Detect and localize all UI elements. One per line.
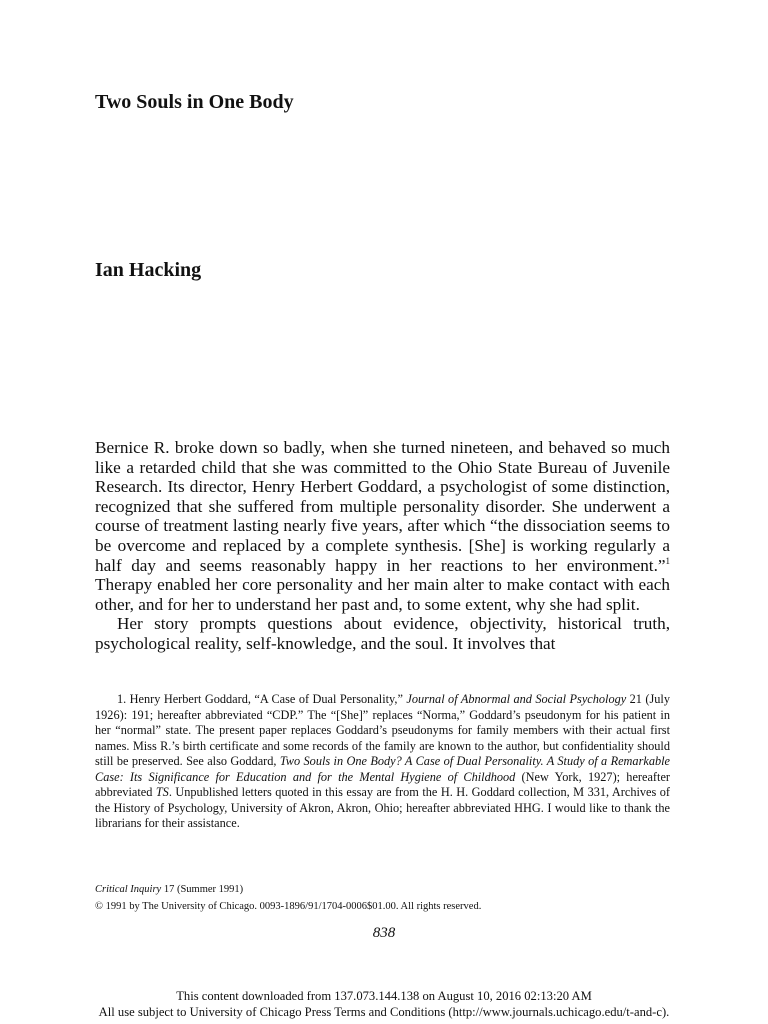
journal-issue: 17 (Summer 1991) bbox=[161, 884, 244, 895]
page-number: 838 bbox=[372, 925, 396, 941]
download-notice-line-1: This content downloaded from 137.073.144.138 on August 10, 2016 02:13:20 AM bbox=[176, 989, 592, 1003]
body-paragraph-1 bbox=[95, 438, 670, 614]
download-notice bbox=[0, 988, 768, 1020]
terms-notice-line: All use subject to University of Chicago Press Terms and Conditions (http://www.journals.uchicago.edu/t-and-c). bbox=[98, 1005, 670, 1019]
body-paragraph-1-continuation: Therapy enabled her core personality and her main alter to make contact with each other, and for her to understand her past and, to some extent, why she had split. bbox=[95, 575, 670, 614]
footnote-book-title: Two Souls in One Body? A Case of Dual Personality. A Study of a Remarkable Case: Its Significance for Education and for the Mental Hygiene of Childhood bbox=[95, 754, 670, 784]
footnote-1 bbox=[95, 692, 670, 832]
body-paragraph-1-text: Bernice R. broke down so badly, when she turned nineteen, and behaved so much like a retarded child that she was committed to the Ohio State Bureau of Juvenile Research. Its director, Henry Herbert Goddard, a psychologist of some distinction, recognized that she suffered from multiple personality disorder. She underwent a course of treatment lasting nearly five years, after which “the dissociation seems to be overcome and replaced by a complete synthesis. [She] is working regularly a half day and seems reasonably happy in her reactions to her environment.” bbox=[95, 438, 670, 575]
footnote-book-details: (New York, 1927); hereafter abbreviated bbox=[95, 769, 670, 799]
footnote-reference-1: 1 bbox=[665, 555, 670, 566]
article-title: Two Souls in One Body bbox=[95, 91, 294, 113]
journal-name: Critical Inquiry bbox=[95, 884, 162, 895]
footnote-book-abbrev: TS bbox=[155, 785, 169, 799]
article-body bbox=[95, 438, 670, 654]
journal-citation bbox=[95, 884, 243, 895]
copyright-notice: © 1991 by The University of Chicago. 0093-1896/91/1704-0006$01.00. All rights reserved. bbox=[95, 901, 482, 912]
footnote-author: 1. Henry Herbert Goddard, “A Case of Dual Personality,” bbox=[117, 692, 407, 706]
footnote-closing: . Unpublished letters quoted in this essay are from the H. H. Goddard collection, M 331, Archives of the History of Psychology, University of Akron, Akron, Ohio; hereafter abbreviated HHG. I would like to thank the librarians for their assistance. bbox=[95, 785, 670, 830]
footnote-citation: 21 (July 1926): 191; hereafter abbreviated “CDP.” The “[She]” replaces “Norma,” Goddard’s pseudonym for his patient in her “normal” state. The present paper replaces Goddard’s pseudonyms for family members with their actual first names. Miss R.’s birth certificate and some records of the family are known to the author, but confidentiality should still be preserved. See also Goddard, bbox=[95, 692, 670, 768]
author-name: Ian Hacking bbox=[95, 259, 202, 281]
body-paragraph-2: Her story prompts questions about evidence, objectivity, historical truth, psychological reality, self-knowledge, and the soul. It involves that bbox=[95, 614, 670, 653]
footnote-journal: Journal of Abnormal and Social Psychology bbox=[406, 692, 627, 706]
